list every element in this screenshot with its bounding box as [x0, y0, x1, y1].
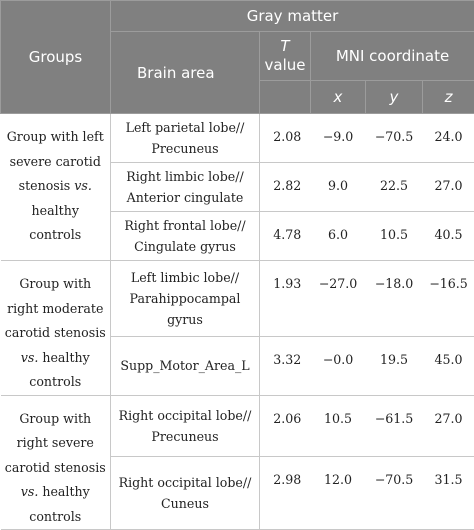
brain-area-cell: Supp_Motor_Area_L — [111, 336, 260, 395]
x-cell: 12.0 — [311, 457, 366, 530]
table-row — [1, 395, 474, 457]
x-cell: 6.0 — [311, 212, 366, 261]
table-header — [1, 1, 474, 114]
brain-area-cell: Left parietal lobe// Precuneus — [111, 114, 260, 163]
group-cell — [1, 395, 111, 530]
table-body — [1, 114, 474, 530]
header-t-blank — [260, 81, 311, 114]
group-label-post: healthy controls — [29, 203, 81, 243]
t-value-cell: 2.08 — [260, 114, 311, 163]
z-cell: 45.0 — [423, 336, 474, 395]
brain-area-cell: Right frontal lobe// Cingulate gyrus — [111, 212, 260, 261]
t-value-cell: 1.93 — [260, 261, 311, 337]
z-cell: 40.5 — [423, 212, 474, 261]
t-value-cell: 2.06 — [260, 395, 311, 457]
header-y: y — [366, 81, 423, 114]
z-cell: 27.0 — [423, 395, 474, 457]
y-cell: −61.5 — [366, 395, 423, 457]
group-label-vs: vs. — [74, 178, 92, 193]
x-cell: −9.0 — [311, 114, 366, 163]
table-row — [1, 114, 474, 163]
t-value-cell: 3.32 — [260, 336, 311, 395]
group-label-pre: Group with right severe carotid stenosis — [5, 411, 106, 475]
t-value-cell: 2.82 — [260, 163, 311, 212]
y-cell: −18.0 — [366, 261, 423, 337]
x-cell: −27.0 — [311, 261, 366, 337]
group-label-vs: vs. — [21, 350, 39, 365]
header-gray-matter: Gray matter — [111, 1, 474, 32]
y-cell: −70.5 — [366, 457, 423, 530]
y-cell: 22.5 — [366, 163, 423, 212]
t-value-cell: 2.98 — [260, 457, 311, 530]
group-cell — [1, 261, 111, 396]
x-cell: 10.5 — [311, 395, 366, 457]
header-brain-area: Brain area — [111, 32, 260, 114]
x-cell: −0.0 — [311, 336, 366, 395]
header-t-word: value — [265, 56, 306, 74]
group-label-vs: vs. — [21, 484, 39, 499]
y-cell: 19.5 — [366, 336, 423, 395]
brain-area-cell: Right limbic lobe// Anterior cingulate — [111, 163, 260, 212]
group-label-post: healthy controls — [29, 484, 89, 524]
x-cell: 9.0 — [311, 163, 366, 212]
header-t-value — [260, 32, 311, 81]
header-mni-coordinate: MNI coordinate — [311, 32, 474, 81]
table-row — [1, 261, 474, 337]
z-cell: 24.0 — [423, 114, 474, 163]
group-label-pre: Group with right moderate carotid stenosis — [5, 276, 106, 340]
z-cell: −16.5 — [423, 261, 474, 337]
group-cell — [1, 114, 111, 261]
brain-area-cell: Right occipital lobe// Cuneus — [111, 457, 260, 530]
z-cell: 27.0 — [423, 163, 474, 212]
brain-area-cell: Left limbic lobe// Parahippocampal gyrus — [111, 261, 260, 337]
y-cell: 10.5 — [366, 212, 423, 261]
brain-area-cell: Right occipital lobe// Precuneus — [111, 395, 260, 457]
group-label-post: healthy controls — [29, 350, 89, 390]
t-value-cell: 4.78 — [260, 212, 311, 261]
group-label-pre: Group with left severe carotid stenosis — [7, 129, 104, 193]
header-z: z — [423, 81, 474, 114]
header-t-letter: T — [260, 37, 310, 56]
y-cell: −70.5 — [366, 114, 423, 163]
header-x: x — [311, 81, 366, 114]
z-cell: 31.5 — [423, 457, 474, 530]
header-groups: Groups — [1, 1, 111, 114]
